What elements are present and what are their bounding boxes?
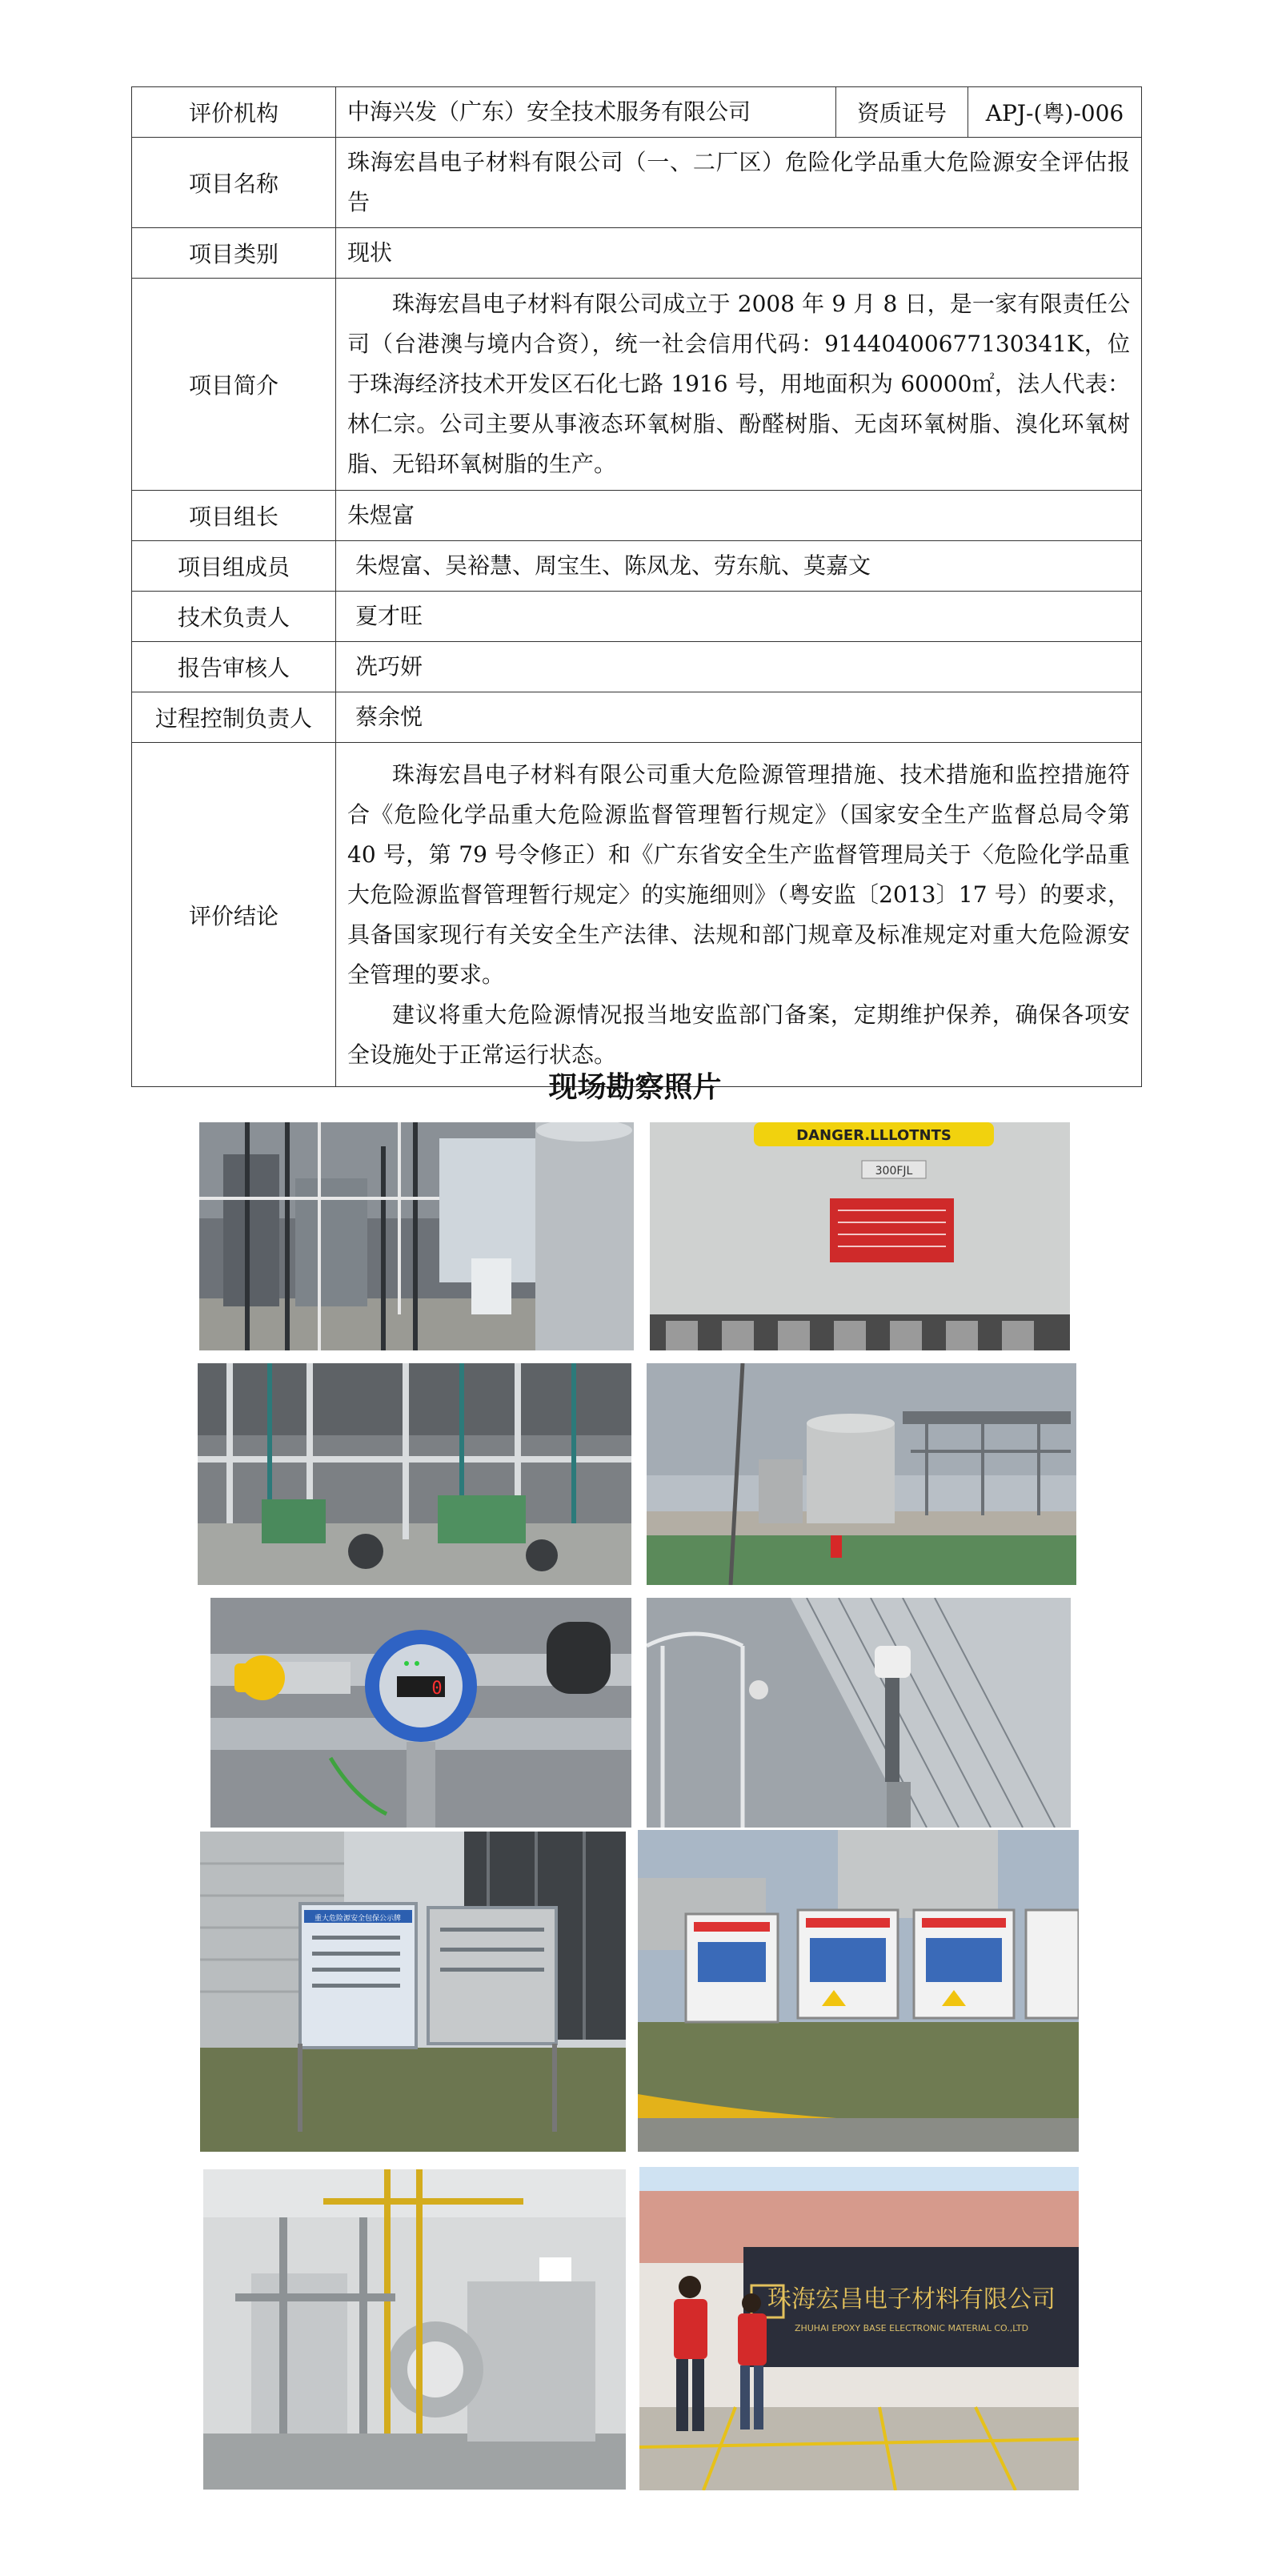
leader-label: 项目组长 [132,491,336,541]
members-label: 项目组成员 [132,541,336,592]
members-value: 朱煜富、吴裕慧、周宝生、陈凤龙、劳东航、莫嘉文 [336,541,1142,592]
photo-equipment-label [650,1122,1070,1350]
leader-value: 朱煜富 [336,491,1142,541]
photo-storage-tanks [647,1363,1076,1585]
conclusion-paragraph-2: 建议将重大危险源情况报当地安监部门备案，定期维护保养，确保各项安全设施处于正常运行状态。 [347,1001,1130,1068]
photo-gas-detector [210,1598,631,1828]
reviewer-label: 报告审核人 [132,642,336,692]
photo-boiler-room [203,2169,626,2490]
photo-plant-interior [199,1122,634,1350]
label-plate-text: 300FJL [875,1165,913,1178]
intro-value: 珠海宏昌电子材料有限公司成立于 2008 年 9 月 8 日，是一家有限责任公司（台港澳与境内合资），统一社会信用代码：91440400677130341K，位于珠海经济技术开发区石化七路 1916 号，用地面积为 60000㎡，法人代表：林仁宗。公司主要从事液态环氧树脂、酚醛树脂、无卤环氧树脂、溴化环氧树脂、无铅环氧树脂的生产。 [336,279,1142,491]
cert-value: APJ-(粤)-006 [968,87,1142,138]
conclusion-paragraph-1: 珠海宏昌电子材料有限公司重大危险源管理措施、技术措施和监控措施符合《危险化学品重大危险源监督管理暂行规定》（国家安全生产监督总局令第 40 号，第 79 号令修正）和《广东省安全生产监督管理局关于〈危险化学品重大危险源监督管理暂行规定〉的实施细则》（粤安监〔2013〕17 号）的要求，具备国家现行有关安全生产法律、法规和部门规章及标准规定对重大危险源安全管理的要求。 [347,760,1130,988]
intro-label: 项目简介 [132,279,336,491]
org-value: 中海兴发（广东）安全技术服务有限公司 [336,87,836,138]
reviewer-value: 冼巧妍 [336,642,1142,692]
photo-company-entrance [639,2167,1079,2490]
photo-info-boards-row [638,1830,1079,2152]
board-title-text: 重大危险源安全包保公示牌 [314,1915,402,1923]
org-label: 评价机构 [132,87,336,138]
photo-detector-grating [647,1598,1071,1828]
project-name-value: 珠海宏昌电子材料有限公司（一、二厂区）危险化学品重大危险源安全评估报告 [336,138,1142,228]
tech-value: 夏才旺 [336,592,1142,642]
category-value: 现状 [336,228,1142,279]
photo-pump-area [198,1363,631,1585]
conclusion-label: 评价结论 [132,743,336,1087]
conclusion-value [336,743,1142,1087]
photos-title: 现场勘察照片 [548,1071,722,1104]
evaluation-info-table [131,86,1142,1087]
company-sign-en: ZHUHAI EPOXY BASE ELECTRONIC MATERIAL CO.,LTD [794,2323,1029,2333]
process-label: 过程控制负责人 [132,692,336,743]
category-label: 项目类别 [132,228,336,279]
cert-label: 资质证号 [836,87,968,138]
tech-label: 技术负责人 [132,592,336,642]
company-sign-cn: 珠海宏昌电子材料有限公司 [767,2285,1056,2313]
danger-sign-text: DANGER.LLLOTNTS [796,1127,951,1144]
photo-safety-boards [200,1832,626,2152]
project-name-label: 项目名称 [132,138,336,228]
process-value: 蔡余悦 [336,692,1142,743]
gas-detector-reading: 0 [431,1679,443,1699]
